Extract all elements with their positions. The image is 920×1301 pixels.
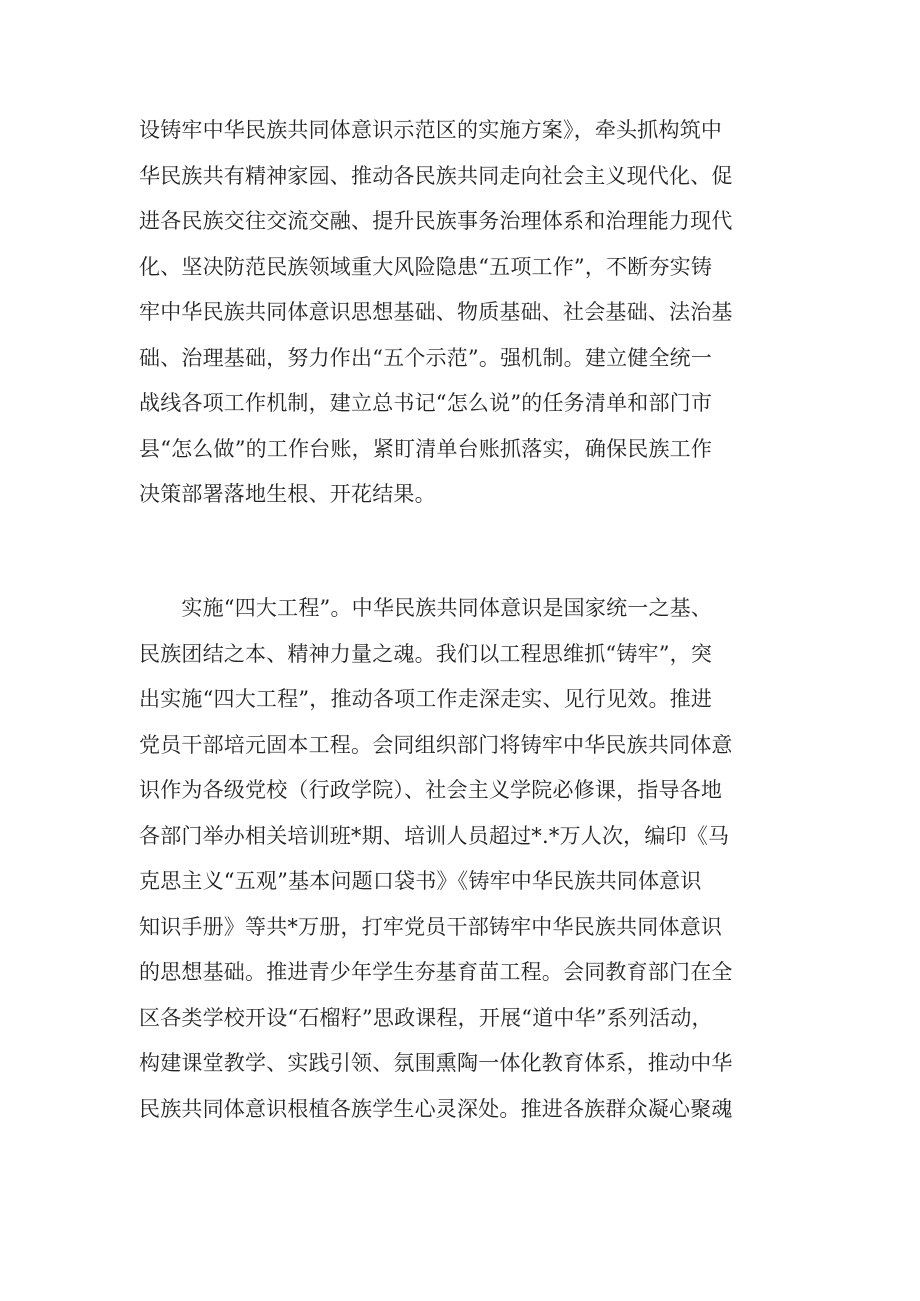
text-line: 进各民族交往交流交融、提升民族事务治理体系和治理能力现代 — [139, 209, 733, 233]
text-line: 础、治理基础，努力作出“五个示范”。强机制。建立健全统一 — [139, 345, 713, 370]
text-line: 决策部署落地生根、开花结果。 — [139, 482, 436, 506]
text-line: 实施“四大工程”。中华民族共同体意识是国家统一之基、 — [139, 596, 713, 620]
text-line: 民族团结之本、精神力量之魂。我们以工程思维抓“铸牢”，突 — [139, 641, 713, 666]
text-line: 知识手册》等共*万册，打牢党员干部铸牢中华民族共同体意识 — [139, 914, 723, 939]
text-line: 战线各项工作机制，建立总书记“怎么说”的任务清单和部门市 — [139, 391, 713, 415]
text-line: 华民族共有精神家园、推动各民族共同走向社会主义现代化、促 — [139, 163, 733, 188]
text-line: 出实施“四大工程”，推动各项工作走深走实、见行见效。推进 — [139, 687, 713, 711]
text-line: 识作为各级党校（行政学院）、社会主义学院必修课，指导各地 — [139, 778, 723, 802]
text-line: 化、坚决防范民族领域重大风险隐患“五项工作”，不断夯实铸 — [139, 254, 713, 279]
text-line: 的思想基础。推进青少年学生夯基育苗工程。会同教育部门在全 — [139, 960, 733, 984]
text-line: 区各类学校开设“石榴籽”思政课程，开展“道中华”系列活动， — [139, 1005, 713, 1030]
text-line: 民族共同体意识根植各族学生心灵深处。推进各族群众凝心聚魂 — [139, 1096, 733, 1121]
text-line: 克思主义“五观”基本问题口袋书》《铸牢中华民族共同体意识 — [139, 869, 702, 893]
text-line: 设铸牢中华民族共同体意识示范区的实施方案》，牵头抓构筑中 — [139, 118, 723, 142]
text-line: 牢中华民族共同体意识思想基础、物质基础、社会基础、法治基 — [139, 300, 733, 324]
text-line: 党员干部培元固本工程。会同组织部门将铸牢中华民族共同体意 — [139, 732, 733, 757]
paragraph-2 — [139, 586, 789, 1132]
text-line: 县“怎么做”的工作台账，紧盯清单台账抓落实，确保民族工作 — [139, 436, 713, 461]
text-line: 构建课堂教学、实践引领、氛围熏陶一体化教育体系，推动中华 — [139, 1051, 733, 1075]
paragraph-1 — [139, 108, 789, 518]
text-line: 各部门举办相关培训班*期、培训人员超过*.*万人次，编印《马 — [139, 823, 730, 848]
